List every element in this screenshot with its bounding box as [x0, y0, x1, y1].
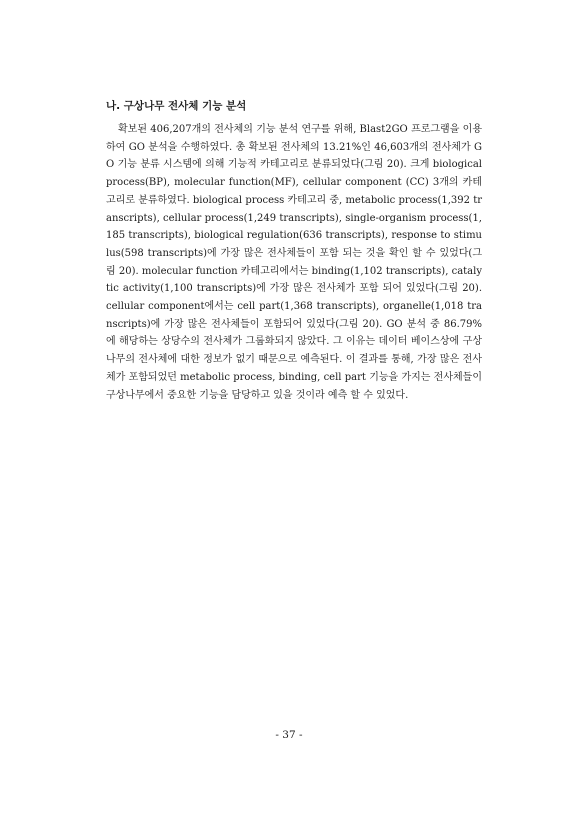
- page-number: - 37 -: [275, 729, 303, 741]
- section-heading: 나. 구상나무 전사체 기능 분석: [106, 100, 247, 112]
- body-paragraph: 확보된 406,207개의 전사체의 기능 분석 연구를 위해, Blast2GO 프로그램을 이용하여 GO 분석을 수행하였다. 총 확보된 전사체의 13.21%인 46,603개의 전사체가 GO 기능 분류 시스템에 의해 기능적 카테고리로 분류되었다(그림 20). 크게 biological process(BP), molecular function(MF), cellular component (CC) 3개의 카테고리로 분류하였다. biological process 카테고리 중, metabolic process(1,392 transcripts), cellular process(1,249 transcripts), single-organism process(1,185 transcripts), biological regulation(636 transcripts), response to stimulus(598 transcripts)에 가장 많은 전사체들이 포함 되는 것을 확인 할 수 있었다(그림 20). molecular function 카테고리에서는 binding(1,102 transcripts), catalytic activity(1,100 transcripts)에 가장 많은 전사체가 포함 되어 있었다(그림 20). cellular component에서는 cell part(1,368 transcripts), organelle(1,018 transcripts)에 가장 많은 전사체들이 포함되어 있었다(그림 20). GO 분석 중 86.79%에 해당하는 상당수의 전사체가 그룹화되지 않았다. 그 이유는 데이터 베이스상에 구상나무의 전사체에 대한 정보가 없기 때문으로 예측된다. 이 결과를 통해, 가장 많은 전사체가 포함되었던 metabolic process, binding, cell part 기능을 가지는 전사체들이 구상나무에서 중요한 기능을 담당하고 있을 것이라 예측 할 수 있었다.: [106, 124, 482, 401]
